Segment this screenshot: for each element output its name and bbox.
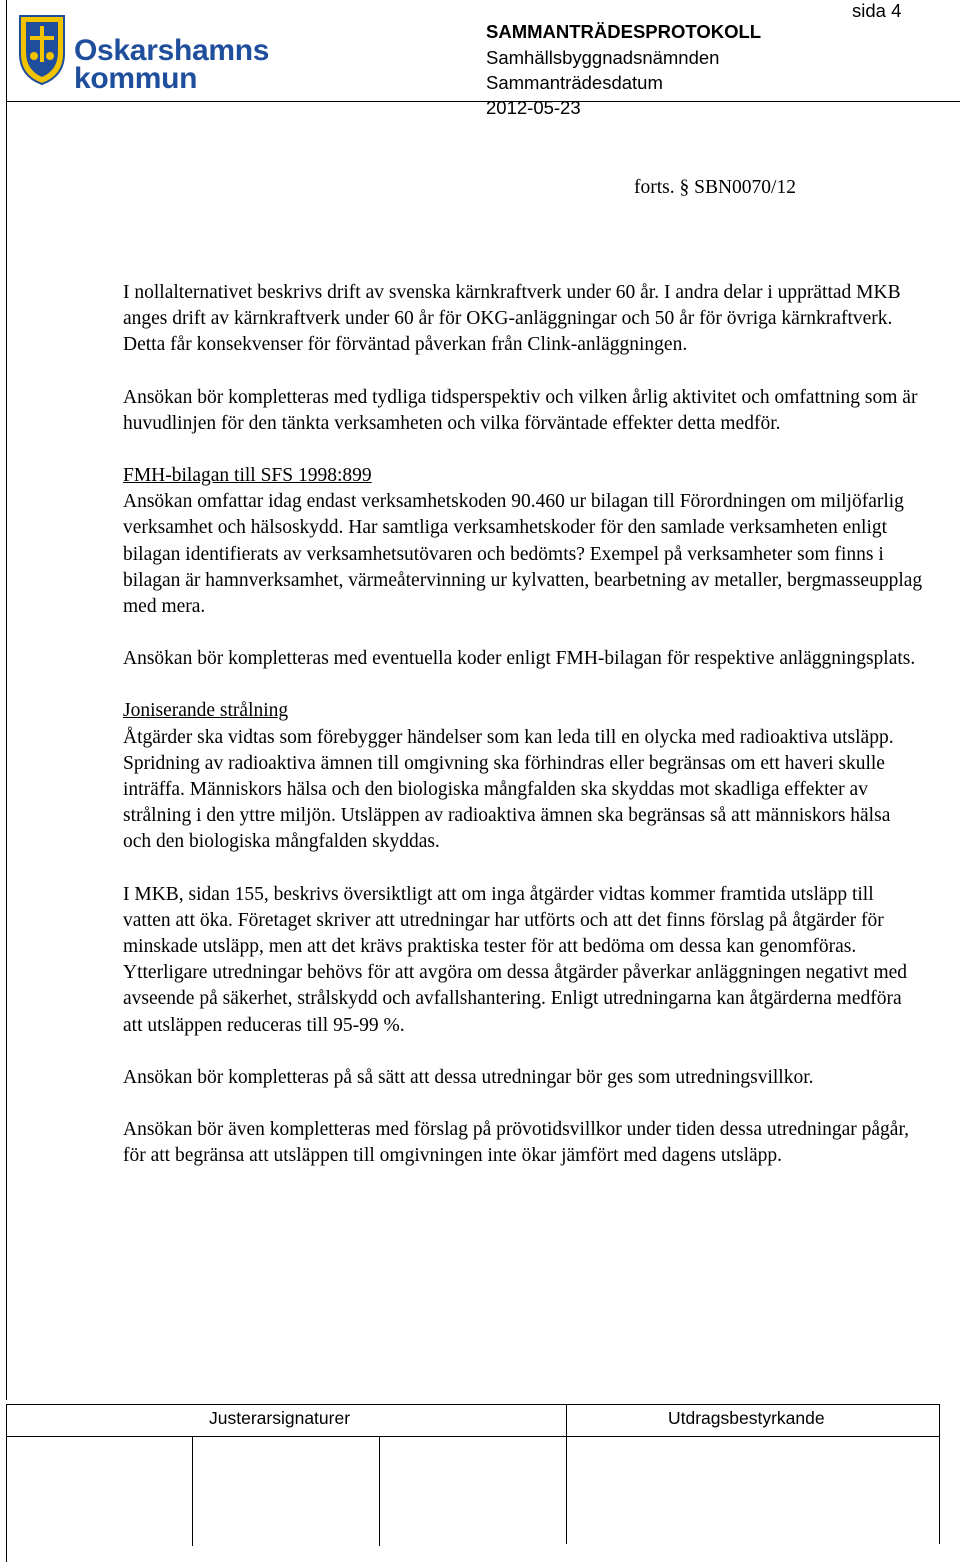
signatures-label: Justerarsignaturer xyxy=(209,1408,351,1428)
paragraph-text: Ansökan bör även kompletteras med förslag på prövotidsvillkor under tiden dessa utredningar pågår, för att begränsa att utsläppen till omgivningen inte ökar jämfört med dagens utsläpp. xyxy=(123,1119,910,1167)
footer-sub-rule xyxy=(6,1436,940,1437)
left-margin-rule xyxy=(6,0,7,1400)
paragraph xyxy=(123,698,923,855)
extract-certification-label: Utdragsbestyrkande xyxy=(668,1408,825,1428)
paragraph xyxy=(123,1117,923,1169)
page-number: sida 4 xyxy=(852,0,902,21)
paragraph-text: I MKB, sidan 155, beskrivs översiktligt att om inga åtgärder vidtas kommer framtida utsläpp till vatten att öka. Företaget skriver att utredningar har utförts och att det finns förslag på åtgärder för minskade utsläpp, men att det krävs praktiska tester för att bedöma om dessa kan genomföras. Ytterligare utredningar behövs för att avgöra om dessa åtgärder påverkar anläggningen negativt med avseende på säkerhet, strålskydd och avfallshantering. Enligt utredningarna kan åtgärderna medföra att utsläppen reduceras till 95-99 %. xyxy=(123,883,908,1036)
logo-text-line1: Oskarshamns xyxy=(74,34,270,67)
document-body xyxy=(123,280,923,1195)
paragraph xyxy=(123,463,923,620)
paragraph xyxy=(123,882,923,1039)
continuation-reference: forts. § SBN0070/12 xyxy=(634,177,796,198)
logo-text-line2: kommun xyxy=(74,62,198,95)
document-title: SAMMANTRÄDESPROTOKOLL xyxy=(486,21,762,42)
footer-divider xyxy=(939,1404,940,1544)
section-heading: Joniserande strålning xyxy=(123,700,289,722)
committee-name: Samhällsbyggnadsnämnden xyxy=(486,47,720,68)
coat-of-arms-icon xyxy=(16,14,68,86)
paragraph-text: Ansökan bör kompletteras på så sätt att dessa utredningar bör ges som utredningsvillkor. xyxy=(123,1066,814,1088)
paragraph-text: I nollalternativet beskrivs drift av svenska kärnkraftverk under 60 år. I andra delar i upprättad MKB anges drift av kärnkraftverk under 60 år för OKG-anläggningar och 50 år för övriga kärnkraftverk. Detta får konsekvenser för förväntad påverkan från Clink-anläggningen. xyxy=(123,282,901,356)
paragraph xyxy=(123,646,923,672)
paragraph xyxy=(123,1065,923,1091)
footer-divider xyxy=(566,1404,567,1544)
section-heading: FMH-bilagan till SFS 1998:899 xyxy=(123,465,372,487)
municipality-logo xyxy=(16,14,270,95)
paragraph-text: Ansökan bör kompletteras med eventuella koder enligt FMH-bilagan för respektive anläggningsplats. xyxy=(123,648,916,670)
footer-top-rule xyxy=(6,1404,940,1405)
meeting-date-label: Sammanträdesdatum xyxy=(486,72,663,93)
paragraph-text: Åtgärder ska vidtas som förebygger händelser som kan leda till en olycka med radioaktiva utsläpp. Spridning av radioaktiva ämnen till omgivning ska förhindras eller begränsas om ett haveri skulle inträffa. Människors hälsa och den biologiska mångfalden ska skyddas mot skadliga effekter av strålning i den yttre miljön. Utsläppen av radioaktiva ämnen ska begränsas så att människors hälsa och den biologiska mångfalden skyddas. xyxy=(123,726,894,853)
paragraph-text: Ansökan omfattar idag endast verksamhetskoden 90.460 ur bilagan till Förordningen om miljöfarlig verksamhet och hälsoskydd. Har samtliga verksamhetskoder för den samlade verksamheten enligt bilagan identifierats av verksamhetsutövaren och bedömts? Exempel på verksamheter som finns i bilagan är hamnverksamhet, värmeåtervinning ur kylvatten, bearbetning av metaller, bergmasseupplag med mera. xyxy=(123,491,923,618)
footer-divider xyxy=(6,1404,7,1562)
footer-divider xyxy=(192,1436,193,1546)
meeting-date: 2012-05-23 xyxy=(486,97,581,118)
footer-divider xyxy=(379,1436,380,1546)
paragraph xyxy=(123,280,923,359)
paragraph-text: Ansökan bör kompletteras med tydliga tidsperspektiv och vilken årlig aktivitet och omfattning som är huvudlinjen för den tänkta verksamheten och vilka förväntade effekter detta medför. xyxy=(123,386,918,434)
paragraph xyxy=(123,385,923,437)
header-divider xyxy=(6,101,960,102)
